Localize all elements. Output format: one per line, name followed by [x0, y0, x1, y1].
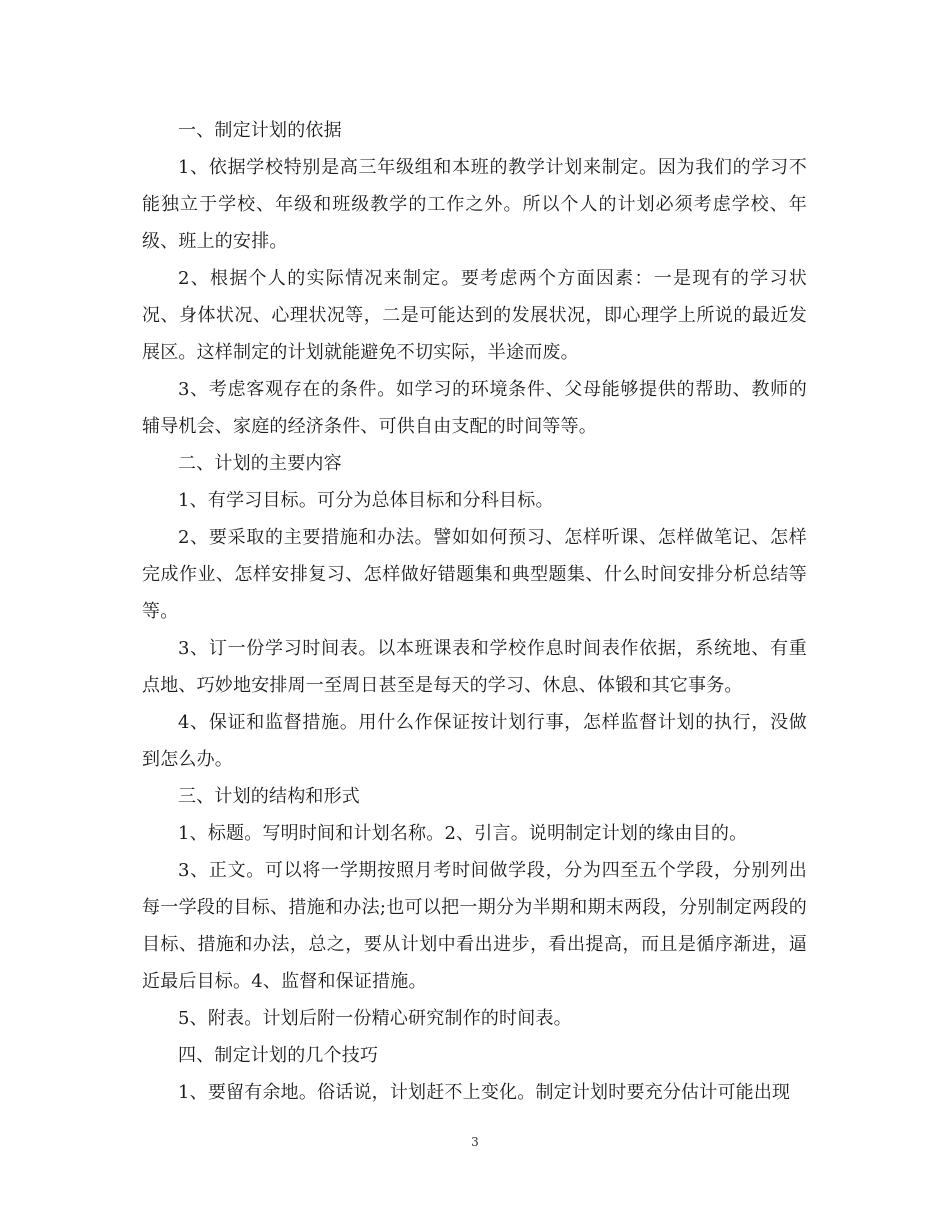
- paragraph-structure-5: 5、附表。计划后附一份精心研究制作的时间表。: [178, 1008, 572, 1029]
- paragraph-basis-1: 1、依据学校特别是高三年级组和本班的教学计划来制定。因为我们的学习不能独立于学校、年级和班级教学的工作之外。所以个人的计划必须考虑学校、年级、班上的安排。: [142, 157, 807, 252]
- paragraph-basis-2: 2、根据个人的实际情况来制定。要考虑两个方面因素：一是现有的学习状况、身体状况、心理状况等，二是可能达到的发展状况，即心理学上所说的最近发展区。这样制定的计划就能避免不切实际，半途而废。: [142, 268, 807, 363]
- section-heading-content: 二、计划的主要内容: [178, 453, 342, 474]
- paragraph-content-2: 2、要采取的主要措施和办法。譬如如何预习、怎样听课、怎样做笔记、怎样完成作业、怎样安排复习、怎样做好错题集和典型题集、什么时间安排分析总结等等。: [142, 527, 807, 622]
- paragraph-content-4: 4、保证和监督措施。用什么作保证按计划行事，怎样监督计划的执行，没做到怎么办。: [142, 712, 807, 770]
- paragraph-structure-3: 3、正文。可以将一学期按照月考时间做学段，分为四至五个学段，分别列出每一学段的目标、措施和办法;也可以把一期分为半期和期末两段，分别制定两段的目标、措施和办法，总之，要从计划中看出进步，看出提高，而且是循序渐进，逼近最后目标。4、监督和保证措施。: [142, 860, 807, 992]
- section-heading-tips: 四、制定计划的几个技巧: [178, 1045, 379, 1066]
- page-number: 3: [471, 1135, 479, 1149]
- paragraph-content-3: 3、订一份学习时间表。以本班课表和学校作息时间表作依据，系统地、有重点地、巧妙地安排周一至周日甚至是每天的学习、休息、体锻和其它事务。: [142, 638, 807, 696]
- section-heading-structure: 三、计划的结构和形式: [178, 786, 360, 807]
- document-body: [142, 112, 807, 1111]
- paragraph-structure-1: 1、标题。写明时间和计划名称。2、引言。说明制定计划的缘由目的。: [178, 823, 748, 844]
- paragraph-basis-3: 3、考虑客观存在的条件。如学习的环境条件、父母能够提供的帮助、教师的辅导机会、家庭的经济条件、可供自由支配的时间等等。: [142, 379, 807, 437]
- section-heading-basis: 一、制定计划的依据: [178, 120, 342, 141]
- paragraph-tips-1: 1、要留有余地。俗话说，计划赶不上变化。制定计划时要充分估计可能出现: [178, 1082, 791, 1103]
- paragraph-content-1: 1、有学习目标。可分为总体目标和分科目标。: [178, 490, 554, 511]
